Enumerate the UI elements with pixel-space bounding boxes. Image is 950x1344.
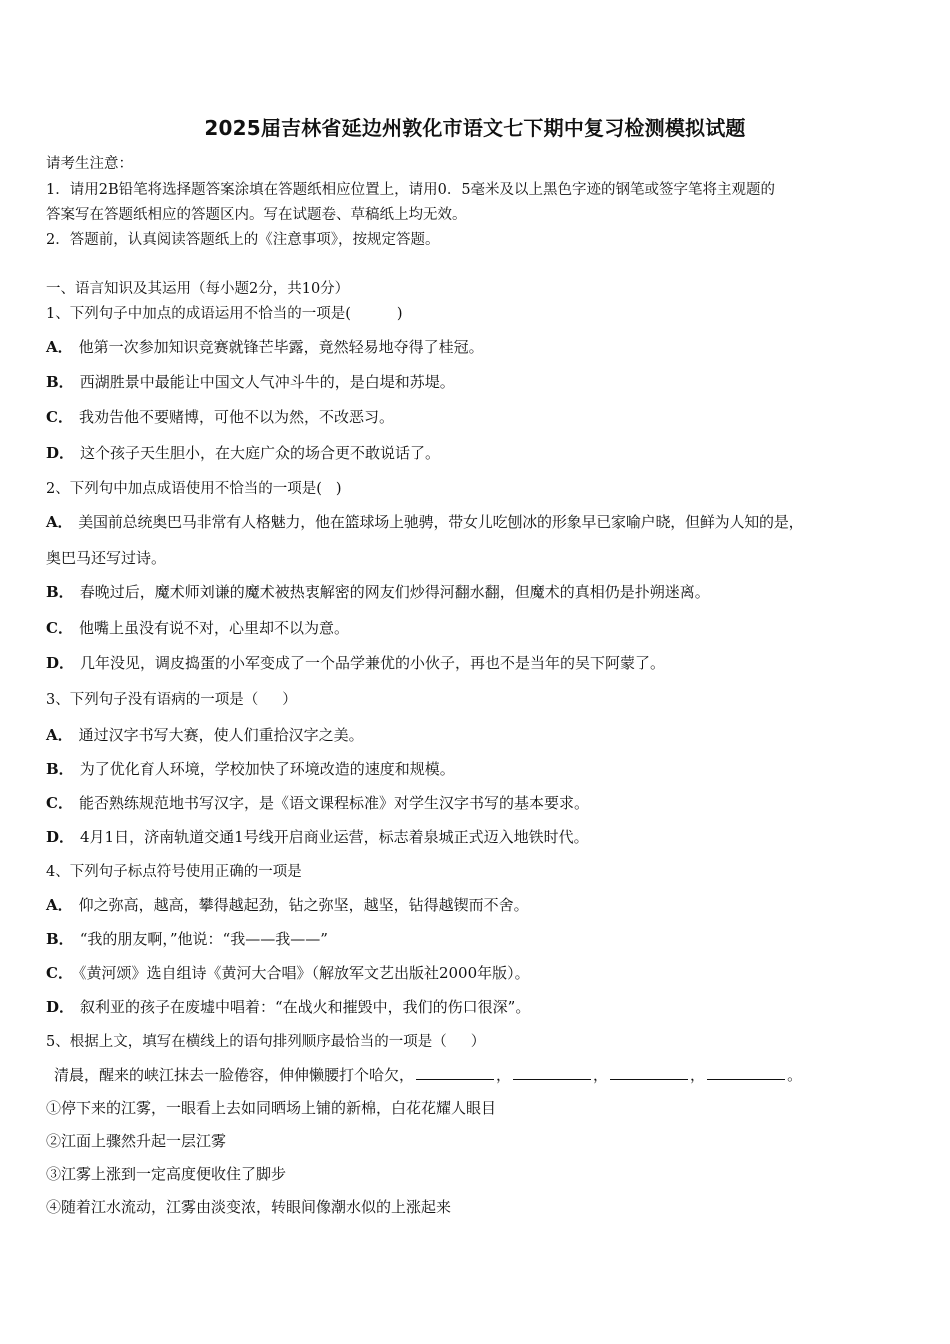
option-text: “我的朋友啊，”他说：“我——我——” (79, 930, 328, 948)
option-label: A． (46, 726, 73, 744)
question-1-option-a (46, 336, 906, 357)
option-text: 能否熟练规范地书写汉字，是《语文课程标准》对学生汉字书写的基本要求。 (78, 794, 589, 812)
question-2-option-a (46, 511, 906, 532)
question-5-item-1: ①停下来的江雾，一眼看上去如同晒场上铺的新棉，白花花耀人眼目 (46, 1099, 497, 1117)
question-5-item-4: ④随着江水流动，江雾由淡变浓，转眼间像潮水似的上涨起来 (46, 1198, 452, 1216)
option-text: 美国前总统奥巴马非常有人格魅力，他在篮球场上驰骋，带女儿吃刨冰的形象早已家喻户晓，但鲜为人知的是， (78, 513, 804, 531)
question-1-stem (46, 302, 906, 323)
question-stem-end: ） (470, 1034, 486, 1050)
question-5-item-2: ②江面上骤然升起一层江雾 (46, 1132, 227, 1150)
option-label: A． (46, 896, 73, 914)
question-2-option-d (46, 652, 906, 673)
passage-end: 。 (787, 1066, 803, 1084)
option-text: 《黄河颂》选自组诗《黄河大合唱》（解放军文艺出版社2000年版）。 (78, 964, 530, 982)
section-heading: 一、语言知识及其运用（每小题2分，共10分） (46, 281, 350, 297)
question-3-stem (46, 688, 906, 709)
question-stem-end: ) (335, 481, 342, 497)
option-label: B． (46, 373, 74, 391)
answer-blank[interactable] (513, 1065, 591, 1080)
option-text: 为了优化育人环境，学校加快了环境改造的速度和规模。 (79, 760, 455, 778)
option-text: 4月1日，济南轨道交通1号线开启商业运营，标志着泉城正式迈入地铁时代。 (80, 828, 589, 846)
question-stem-text: 1、下列句子中加点的成语运用不恰当的一项是( (46, 306, 351, 322)
question-4-option-d (46, 996, 906, 1017)
question-5-passage (54, 1064, 914, 1085)
notice-item-1: 1．请用2B铅笔将选择题答案涂填在答题纸相应位置上，请用0．5毫米及以上黑色字迹的钢笔或签字笔将主观题的 (46, 182, 776, 198)
option-label: C． (46, 964, 73, 982)
question-stem-text: 2、下列句中加点成语使用不恰当的一项是( (46, 481, 322, 497)
question-1-option-d (46, 442, 906, 463)
page-title: 2025届吉林省延边州敦化市语文七下期中复习检测模拟试题 (204, 116, 746, 140)
question-stem-end: ) (396, 306, 403, 322)
option-label: A． (46, 338, 73, 356)
answer-blank[interactable] (416, 1065, 494, 1080)
option-label: B． (46, 760, 74, 778)
option-text: 春晚过后，魔术师刘谦的魔术被热衷解密的网友们炒得河翻水翻，但魔术的真相仍是扑朔迷离。 (79, 583, 710, 601)
question-stem-text: 3、下列句子没有语病的一项是（ (46, 692, 259, 708)
question-2-option-c (46, 617, 906, 638)
option-label: D． (46, 998, 75, 1016)
option-label: B． (46, 583, 74, 601)
question-3-option-c (46, 792, 906, 813)
question-3-option-b (46, 758, 906, 779)
option-label: D． (46, 654, 75, 672)
question-4-option-a (46, 894, 906, 915)
question-1-option-b (46, 371, 906, 392)
question-4-option-c (46, 962, 906, 983)
blank-separator: ， (496, 1066, 512, 1084)
option-text: 仰之弥高，越高，攀得越起劲，钻之弥坚，越坚，钻得越锲而不舍。 (78, 896, 529, 914)
answer-blank[interactable] (707, 1065, 785, 1080)
passage-text: 清晨，醒来的峡江抹去一脸倦容，伸伸懒腰打个哈欠， (54, 1066, 415, 1084)
question-5-item-3: ③江雾上涨到一定高度便收住了脚步 (46, 1165, 287, 1183)
option-label: B． (46, 930, 74, 948)
option-text: 他第一次参加知识竞赛就锋芒毕露，竟然轻易地夺得了桂冠。 (78, 338, 484, 356)
question-stem-text: 5、根据上文，填写在横线上的语句排列顺序最恰当的一项是（ (46, 1034, 447, 1050)
question-4-option-b (46, 928, 906, 949)
option-text: 通过汉字书写大赛，使人们重拾汉字之美。 (78, 726, 364, 744)
notice-item-1-cont: 答案写在答题纸相应的答题区内。写在试题卷、草稿纸上均无效。 (46, 207, 467, 223)
question-2-option-b (46, 581, 906, 602)
option-text: 这个孩子天生胆小，在大庭广众的场合更不敢说话了。 (80, 444, 441, 462)
question-1-option-c (46, 406, 906, 427)
blank-separator: ， (593, 1066, 609, 1084)
answer-blank[interactable] (610, 1065, 688, 1080)
option-label: D． (46, 828, 75, 846)
option-text: 西湖胜景中最能让中国文人气冲斗牛的，是白堤和苏堤。 (79, 373, 455, 391)
question-3-option-d (46, 826, 906, 847)
option-text: 几年没见，调皮捣蛋的小军变成了一个品学兼优的小伙子，再也不是当年的吴下阿蒙了。 (80, 654, 666, 672)
option-label: A． (46, 513, 73, 531)
question-stem-end: ） (282, 692, 297, 708)
blank-separator: ， (690, 1066, 706, 1084)
question-2-stem (46, 477, 906, 498)
question-5-stem (46, 1030, 906, 1051)
question-4-stem: 4、下列句子标点符号使用正确的一项是 (46, 864, 302, 880)
notice-item-2: 2．答题前，认真阅读答题纸上的《注意事项》，按规定答题。 (46, 232, 440, 248)
option-label: D． (46, 444, 75, 462)
option-label: C． (46, 619, 73, 637)
option-label: C． (46, 408, 73, 426)
option-label: C． (46, 794, 73, 812)
question-2-option-a-cont: 奥巴马还写过诗。 (46, 549, 167, 567)
notice-heading: 请考生注意： (46, 156, 133, 172)
question-3-option-a (46, 724, 906, 745)
option-text: 他嘴上虽没有说不对，心里却不以为意。 (78, 619, 349, 637)
option-text: 我劝告他不要赌博，可他不以为然，不改恶习。 (78, 408, 394, 426)
option-text: 叙利亚的孩子在废墟中唱着：“在战火和摧毁中，我们的伤口很深”。 (80, 998, 531, 1016)
